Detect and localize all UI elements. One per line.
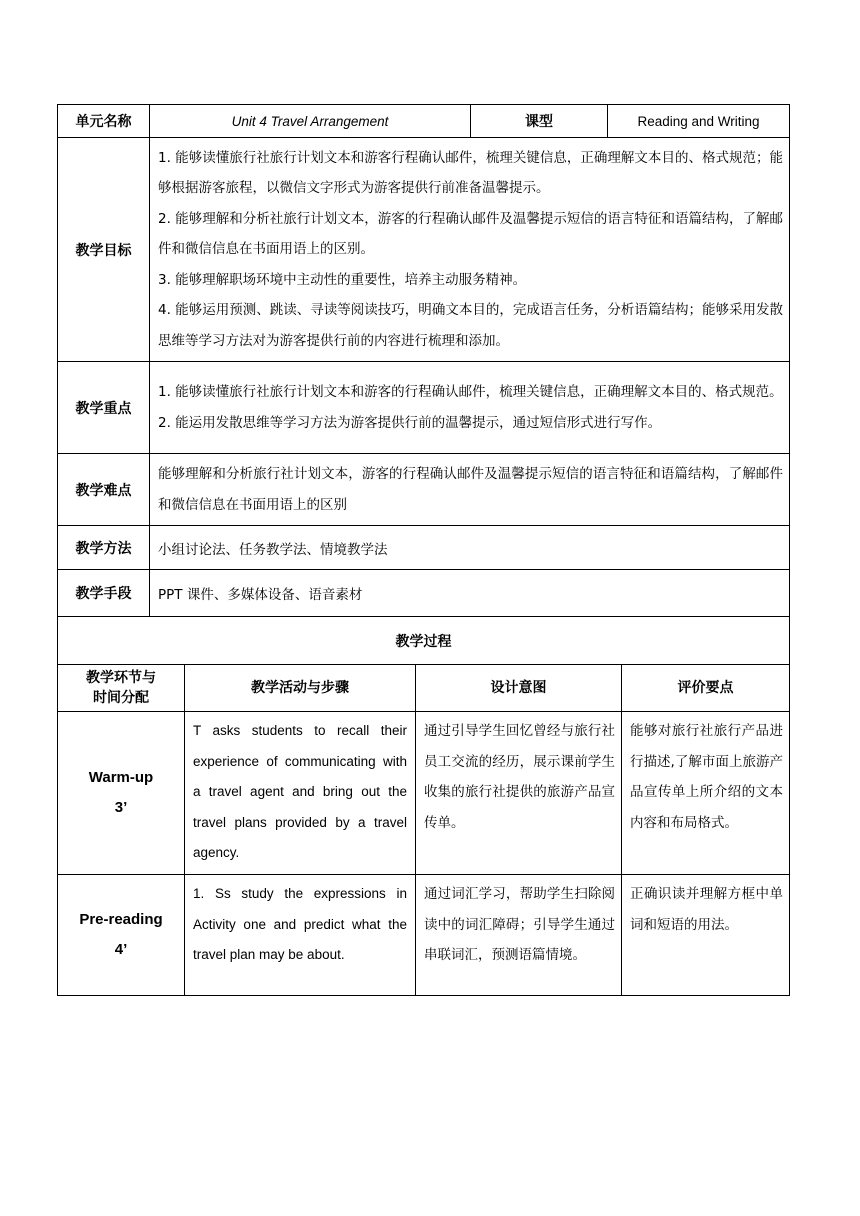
stage-cell	[58, 712, 185, 875]
lesson-info-table	[57, 104, 790, 617]
objective-item: 4. 能够运用预测、跳读、寻读等阅读技巧，明确文本目的，完成语言任务，分析语篇结构；能够采用发散思维等学习方法对为游客提供行前的内容进行梳理和添加。	[158, 302, 783, 349]
teaching-process-table	[57, 616, 790, 996]
key-point-item: 1. 能够读懂旅行社旅行计划文本和游客的行程确认邮件，梳理关键信息，正确理解文本目的、格式规范。	[158, 384, 783, 400]
intent-cell: 通过词汇学习，帮助学生扫除阅读中的词汇障碍；引导学生通过串联词汇，预测语篇情境。	[416, 875, 622, 996]
methods-label: 教学方法	[58, 526, 150, 570]
evaluation-cell: 正确识读并理解方框中单词和短语的用法。	[622, 875, 790, 996]
stage-name: Warm-up	[88, 769, 154, 786]
unit-row	[58, 105, 790, 138]
stage-cell	[58, 875, 185, 996]
key-points-row	[58, 362, 790, 454]
activity-cell: 1. Ss study the expressions in Activity one and predict what the travel plan may be about.	[185, 875, 416, 996]
objectives-row	[58, 138, 790, 362]
objectives-content	[150, 138, 790, 362]
methods-content: 小组讨论法、任务教学法、情境教学法	[150, 526, 790, 570]
difficulties-row	[58, 454, 790, 526]
process-row-pre-reading	[58, 875, 790, 996]
process-title-row	[58, 617, 790, 665]
stage-name: Pre-reading	[79, 911, 163, 928]
column-header-stage-line1: 教学环节与	[86, 670, 156, 686]
column-header-activity: 教学活动与步骤	[185, 665, 416, 712]
column-header-evaluation: 评价要点	[622, 665, 790, 712]
process-row-warm-up	[58, 712, 790, 875]
evaluation-cell: 能够对旅行社旅行产品进行描述,了解市面上旅游产品宣传单上所介绍的文本内容和布局格式。	[622, 712, 790, 875]
lesson-type-value: Reading and Writing	[608, 105, 790, 138]
objective-item: 1. 能够读懂旅行社旅行计划文本和游客行程确认邮件，梳理关键信息，正确理解文本目的、格式规范；能够根据游客旅程，以微信文字形式为游客提供行前准备温馨提示。	[158, 149, 783, 197]
activity-cell: T asks students to recall their experience of communicating with a travel agent and bring out the travel plans provided by a travel agency.	[185, 712, 416, 875]
means-row	[58, 570, 790, 617]
key-points-label: 教学重点	[58, 362, 150, 454]
key-point-item: 2. 能运用发散思维等学习方法为游客提供行前的温馨提示，通过短信形式进行写作。	[158, 414, 662, 431]
process-title: 教学过程	[58, 617, 790, 665]
unit-name-value: Unit 4 Travel Arrangement	[150, 105, 471, 138]
process-header-row	[58, 665, 790, 712]
unit-name-label: 单元名称	[58, 105, 150, 138]
lesson-type-label: 课型	[471, 105, 608, 138]
methods-row	[58, 526, 790, 570]
objectives-label: 教学目标	[58, 138, 150, 362]
means-label: 教学手段	[58, 570, 150, 617]
intent-cell: 通过引导学生回忆曾经与旅行社员工交流的经历，展示课前学生收集的旅行社提供的旅游产品宣传单。	[416, 712, 622, 875]
difficulties-label: 教学难点	[58, 454, 150, 526]
objective-item: 3. 能够理解职场环境中主动性的重要性，培养主动服务精神。	[158, 271, 527, 288]
column-header-stage	[58, 665, 185, 712]
stage-time: 4’	[114, 941, 128, 958]
column-header-intent: 设计意图	[416, 665, 622, 712]
difficulties-content: 能够理解和分析旅行社计划文本，游客的行程确认邮件及温馨提示短信的语言特征和语篇结构，了解邮件和微信信息在书面用语上的区别	[150, 454, 790, 526]
objective-item: 2. 能够理解和分析社旅行计划文本，游客的行程确认邮件及温馨提示短信的语言特征和语篇结构，了解邮件和微信信息在书面用语上的区别。	[158, 210, 783, 258]
column-header-stage-line2: 时间分配	[93, 690, 149, 706]
stage-time: 3’	[114, 799, 128, 816]
means-content: PPT 课件、多媒体设备、语音素材	[150, 570, 790, 617]
key-points-content	[150, 362, 790, 454]
